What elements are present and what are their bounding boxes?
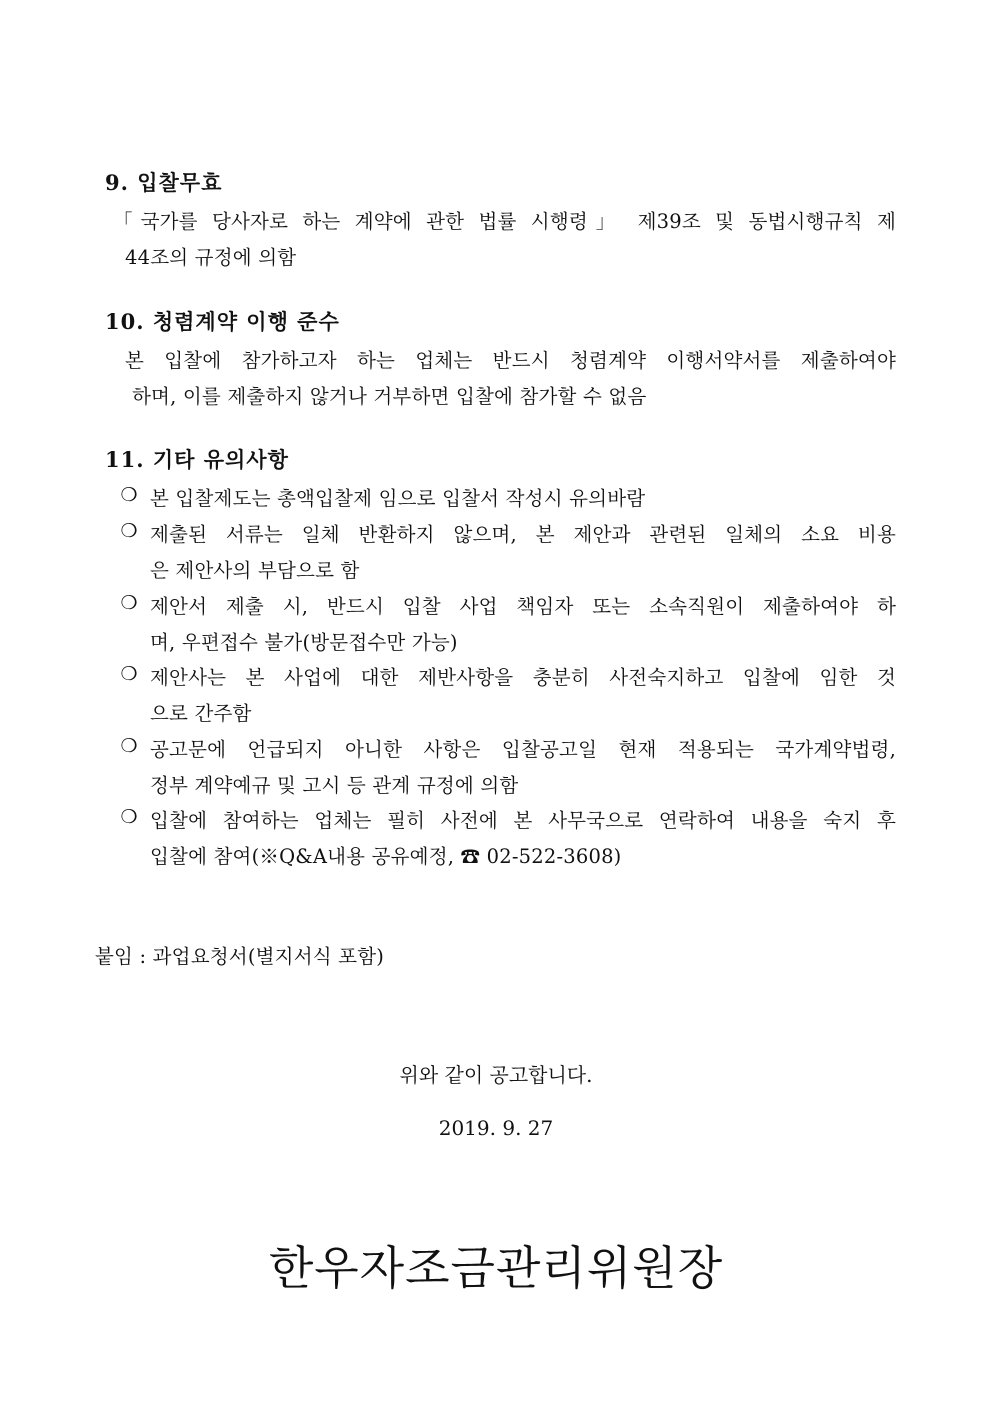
bullet-5-line-2: 정부 계약예규 및 고시 등 관계 규정에 의함 xyxy=(150,774,519,797)
attachment-note: 붙임 : 과업요청서(별지서식 포함) xyxy=(95,945,385,968)
bullet-3-line-2: 며, 우편접수 불가(방문접수만 가능) xyxy=(150,631,458,654)
section-9-line-1: 「국가를 당사자로 하는 계약에 관한 법률 시행령」 제39조 및 동법시행규칙 제 xyxy=(113,210,896,233)
closing-statement: 위와 같이 공고합니다. xyxy=(399,1063,593,1087)
bullet-2-line-2: 은 제안사의 부담으로 함 xyxy=(150,559,360,582)
bullet-6-line-2: 입찰에 참여(※Q&A내용 공유예정, ☎ 02-522-3608) xyxy=(150,845,622,868)
section-9-line-2: 44조의 규정에 의함 xyxy=(125,246,297,269)
bullet-icon: ❍ xyxy=(120,484,138,506)
bullet-icon: ❍ xyxy=(120,592,138,614)
bullet-4-line-2: 으로 간주함 xyxy=(150,702,252,725)
bullet-5-line-1: 공고문에 언급되지 아니한 사항은 입찰공고일 현재 적용되는 국가계약법령, xyxy=(150,738,896,761)
bullet-icon: ❍ xyxy=(120,806,138,828)
section-11-heading: 11. 기타 유의사항 xyxy=(105,447,289,472)
issuer-signature: 한우자조금관리위원장 xyxy=(268,1241,724,1295)
bullet-icon: ❍ xyxy=(120,735,138,757)
bullet-icon: ❍ xyxy=(120,520,138,542)
bullet-3-line-1: 제안서 제출 시, 반드시 입찰 사업 책임자 또는 소속직원이 제출하여야 하 xyxy=(150,595,896,618)
bullet-1-line-1: 본 입찰제도는 총액입찰제 임으로 입찰서 작성시 유의바람 xyxy=(150,487,646,510)
issue-date: 2019. 9. 27 xyxy=(438,1116,554,1140)
bullet-icon: ❍ xyxy=(120,663,138,685)
section-10-heading: 10. 청렴계약 이행 준수 xyxy=(105,309,340,334)
section-10-line-1: 본 입찰에 참가하고자 하는 업체는 반드시 청렴계약 이행서약서를 제출하여야 xyxy=(125,349,896,372)
section-10-line-2: 하며, 이를 제출하지 않거나 거부하면 입찰에 참가할 수 없음 xyxy=(132,385,647,408)
section-9-heading: 9. 입찰무효 xyxy=(105,170,223,195)
bullet-6-line-1: 입찰에 참여하는 업체는 필히 사전에 본 사무국으로 연락하여 내용을 숙지 후 xyxy=(150,809,896,832)
bullet-4-line-1: 제안사는 본 사업에 대한 제반사항을 충분히 사전숙지하고 입찰에 임한 것 xyxy=(150,666,896,689)
bullet-2-line-1: 제출된 서류는 일체 반환하지 않으며, 본 제안과 관련된 일체의 소요 비용 xyxy=(150,523,896,546)
